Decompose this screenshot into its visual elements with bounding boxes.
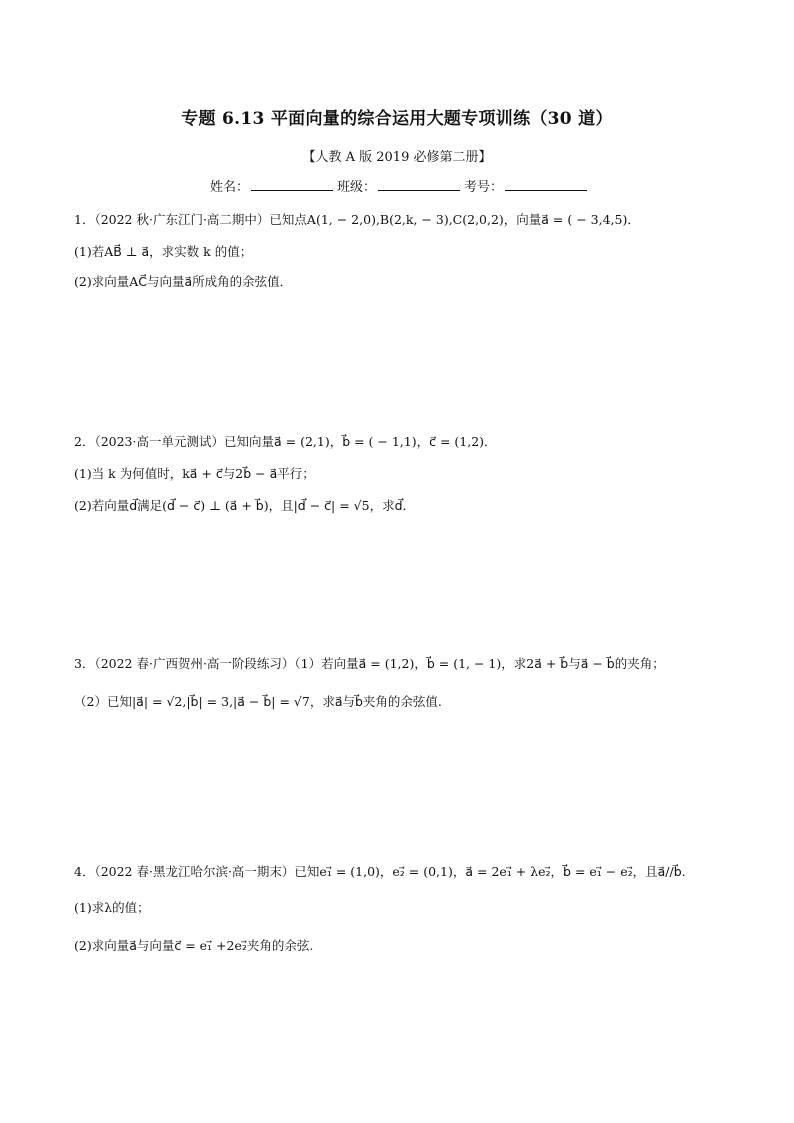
- name-blank: [251, 178, 333, 191]
- student-info-line: [210, 176, 591, 195]
- question-1-part-1: (1)若AB⃗ ⊥ a⃗，求实数 k 的值；: [74, 244, 253, 259]
- question-3-stem: 3．（2022 春·广西贺州·高一阶段练习）（1）若向量a⃗ = (1,2)，b⃗ = (1, − 1)，求2a⃗ + b⃗与a⃗ − b⃗的夹角；: [74, 656, 665, 671]
- name-label: 姓名：: [210, 180, 250, 195]
- question-4-part-1: (1)求λ的值；: [74, 900, 150, 915]
- question-1-part-2: (2)求向量AC⃗与向量a⃗所成角的余弦值．: [74, 274, 293, 289]
- question-2-part-2: (2)若向量d⃗满足(d⃗ − c⃗) ⊥ (a⃗ + b⃗)，且|d⃗ − c⃗| = √5，求d⃗．: [74, 498, 416, 513]
- question-1-stem: 1．（2022 秋·广东江门·高二期中）已知点A(1, − 2,0),B(2,k, − 3),C(2,0,2)，向量a⃗ = ( − 3,4,5)．: [74, 212, 640, 227]
- question-2-part-1: (1)当 k 为何值时，ka⃗ + c⃗与2b⃗ − a⃗平行；: [74, 466, 315, 481]
- page-title: 专题 6.13 平面向量的综合运用大题专项训练（30 道）: [181, 109, 613, 129]
- question-3-part-2: （2）已知|a⃗| = √2,|b⃗| = 3,|a⃗ − b⃗| = √7，求a⃗与b⃗夹角的余弦值.: [74, 694, 442, 709]
- question-4-part-2: (2)求向量a⃗与向量c⃗ = e₁⃗ +2e₂⃗夹角的余弦.: [74, 938, 314, 953]
- exam-number-label: 考号：: [464, 180, 504, 195]
- textbook-edition: 【人教 A 版 2019 必修第二册】: [302, 150, 492, 165]
- exam-number-blank: [505, 178, 587, 191]
- question-2-stem: 2．（2023·高一单元测试）已知向量a⃗ = (2,1)，b⃗ = ( − 1,1)，c⃗ = (1,2)．: [74, 434, 497, 449]
- class-blank: [378, 178, 460, 191]
- question-4-stem: 4．（2022 春·黑龙江哈尔滨·高一期末）已知e₁⃗ = (1,0)，e₂⃗ = (0,1)，a⃗ = 2e₁⃗ + λe₂⃗，b⃗ = e₁⃗ − e₂⃗，且a⃗//b⃗.: [74, 864, 686, 879]
- class-label: 班级：: [337, 180, 377, 195]
